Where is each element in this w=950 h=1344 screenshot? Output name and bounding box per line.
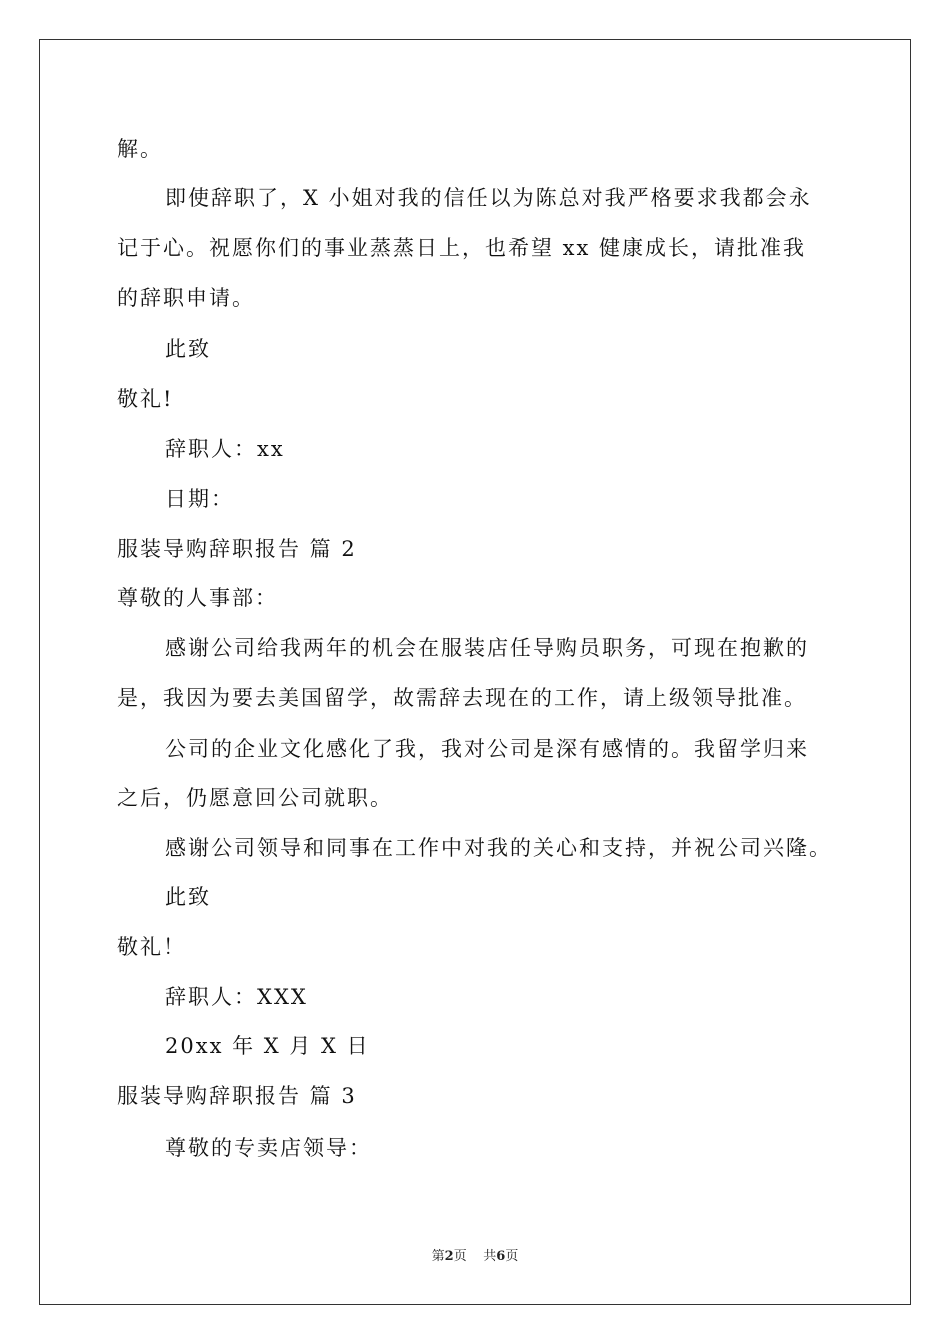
- text-line: 的辞职申请。: [117, 286, 255, 310]
- text-line: 记于心。祝愿你们的事业蒸蒸日上，也希望 xx 健康成长，请批准我: [117, 236, 807, 260]
- signature-line: 辞职人：XXX: [165, 985, 308, 1009]
- page-suffix: 页: [453, 1249, 467, 1264]
- closing-regards: 敬礼！: [117, 935, 186, 959]
- closing-salutation: 此致: [165, 885, 211, 909]
- page-number: 2: [444, 1249, 454, 1264]
- page-border: [39, 39, 911, 1305]
- paragraph-line: 公司的企业文化感化了我，我对公司是深有感情的。我留学归来: [165, 737, 809, 761]
- total-pages: 6: [496, 1249, 506, 1264]
- paragraph-line: 感谢公司给我两年的机会在服装店任导购员职务，可现在抱歉的: [165, 636, 809, 660]
- paragraph-line: 即使辞职了，X 小姐对我的信任以为陈总对我严格要求我都会永: [165, 186, 812, 210]
- date-line: 日期：: [165, 487, 234, 511]
- section-heading: 服装导购辞职报告 篇 3: [117, 1084, 357, 1108]
- total-suffix: 页: [505, 1249, 519, 1264]
- greeting: 尊敬的专卖店领导：: [165, 1136, 372, 1160]
- section-heading: 服装导购辞职报告 篇 2: [117, 537, 357, 561]
- greeting: 尊敬的人事部：: [117, 586, 278, 610]
- text-line: 是，我因为要去美国留学，故需辞去现在的工作，请上级领导批准。: [117, 686, 807, 710]
- page-prefix: 第: [431, 1249, 445, 1264]
- total-prefix: 共: [483, 1249, 497, 1264]
- paragraph-line: 感谢公司领导和同事在工作中对我的关心和支持，并祝公司兴隆。: [165, 836, 832, 860]
- closing-regards: 敬礼!: [117, 387, 174, 411]
- date-line: 20xx 年 X 月 X 日: [165, 1034, 370, 1058]
- signature-line: 辞职人：xx: [165, 437, 285, 461]
- closing-salutation: 此致: [165, 337, 211, 361]
- page-footer: [0, 1248, 950, 1266]
- text-line: 之后，仍愿意回公司就职。: [117, 786, 393, 810]
- text-line: 解。: [117, 137, 163, 161]
